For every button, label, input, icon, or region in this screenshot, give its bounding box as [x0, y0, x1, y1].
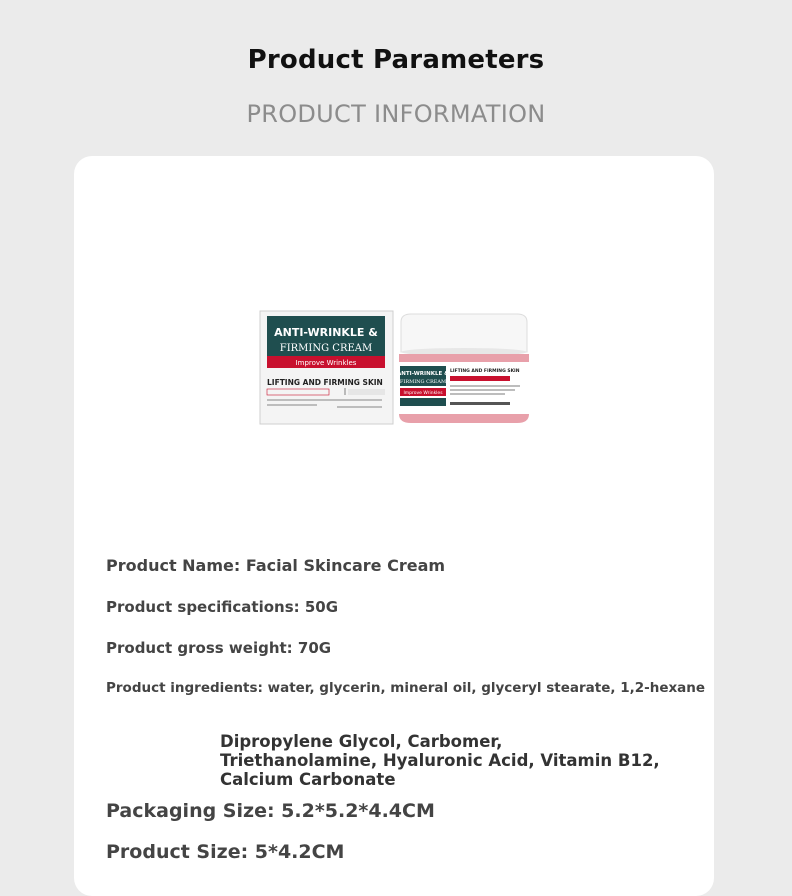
box-fine-print-1 — [267, 399, 382, 401]
box-net-weight-label — [348, 389, 385, 395]
product-ingredients-continued: Dipropylene Glycol, Carbomer, Triethanolamine, Hyaluronic Acid, Vitamin B12, Calcium Carbonate — [220, 732, 660, 789]
jar-lid — [401, 314, 527, 352]
jar-band-text: Improve Wrinkles — [403, 391, 443, 396]
product-card — [74, 156, 714, 896]
jar-fine-print-1 — [450, 385, 520, 387]
jar-title-line2: FIRMING CREAM — [399, 379, 447, 385]
product-ingredients: Product ingredients: water, glycerin, mineral oil, glyceryl stearate, 1,2-hexane — [106, 680, 706, 696]
jar-fine-print-2 — [450, 389, 515, 391]
jar-top-text: LIFTING AND FIRMING SKIN — [450, 369, 520, 374]
box-title-line1: ANTI-WRINKLE & — [274, 326, 378, 339]
packaging-size: Packaging Size: 5.2*5.2*4.4CM — [106, 800, 435, 822]
box-fine-print-2 — [267, 404, 317, 406]
jar-bottom-text — [450, 402, 510, 405]
product-image — [259, 306, 529, 426]
product-specifications: Product specifications: 50G — [106, 598, 339, 616]
product-name: Product Name: Facial Skincare Cream — [106, 556, 446, 575]
product-size: Product Size: 5*4.2CM — [106, 841, 345, 863]
box-title-line2: FIRMING CREAM — [279, 343, 373, 354]
jar-title-line1: ANTI-WRINKLE & — [397, 371, 449, 377]
jar-fine-print-3 — [450, 393, 505, 395]
jar-red-label — [450, 376, 510, 381]
page-title: Product Parameters — [247, 45, 545, 75]
box-tagline: LIFTING AND FIRMING SKIN — [267, 378, 383, 387]
box-band-text: Improve Wrinkles — [295, 359, 357, 367]
product-gross-weight: Product gross weight: 70G — [106, 639, 332, 657]
page-subtitle: PRODUCT INFORMATION — [246, 100, 546, 128]
jar-net-weight-panel — [400, 398, 446, 406]
box-fine-print-3 — [337, 406, 382, 408]
